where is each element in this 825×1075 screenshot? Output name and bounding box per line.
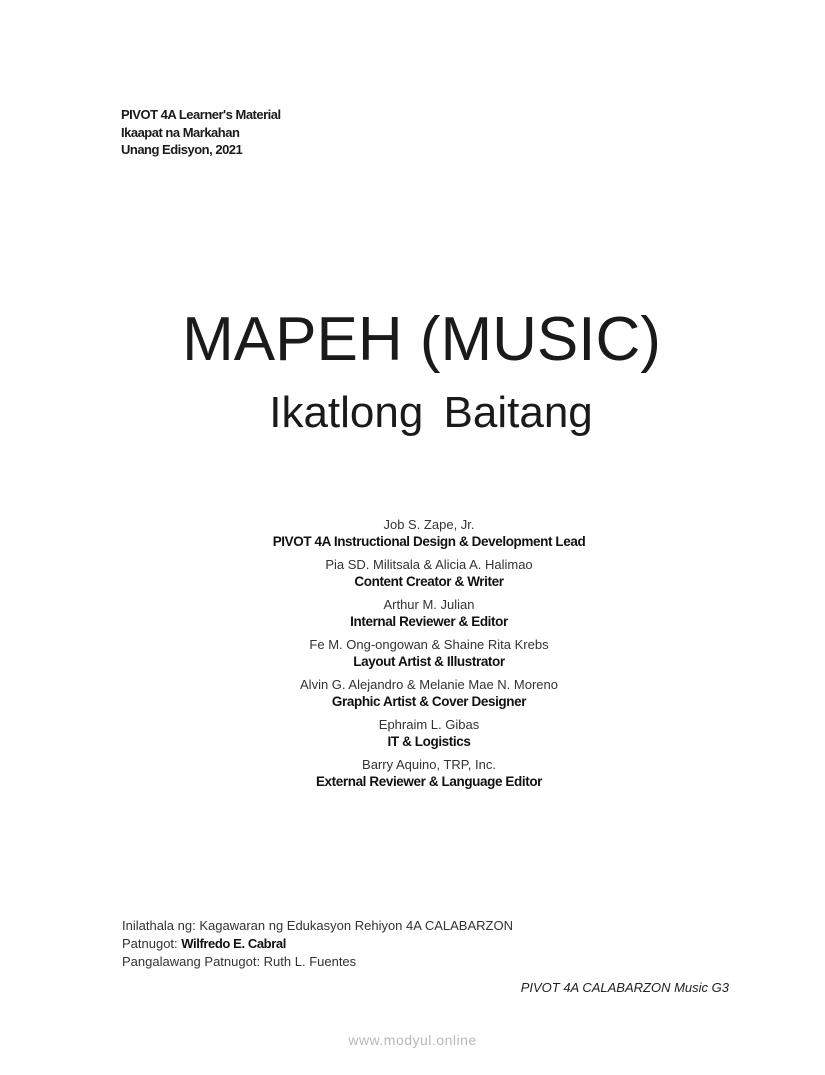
- credit-role: Layout Artist & Illustrator: [353, 654, 505, 669]
- watermark: www.modyul.online: [348, 1032, 477, 1048]
- credit-entry: [0, 596, 825, 630]
- credit-role: Graphic Artist & Cover Designer: [331, 694, 527, 709]
- editor-line: [122, 935, 513, 953]
- credit-entry: [0, 676, 825, 710]
- credit-name: Job S. Zape, Jr.: [383, 517, 475, 532]
- credit-name: Alvin G. Alejandro & Melanie Mae N. Moreno: [300, 677, 558, 692]
- material-label: PIVOT 4A Learner's Material: [121, 107, 281, 122]
- quarter-label: Ikaapat na Markahan: [121, 124, 240, 140]
- credit-role: IT & Logistics: [387, 734, 471, 749]
- edition-info: [121, 106, 281, 159]
- credit-name: Arthur M. Julian: [383, 597, 475, 612]
- credit-entry: [0, 756, 825, 790]
- editor-name: Wilfredo E. Cabral: [181, 936, 286, 951]
- page-title: MAPEH (MUSIC): [182, 305, 661, 374]
- credit-entry: [0, 556, 825, 590]
- published-by: Inilathala ng: Kagawaran ng Edukasyon Rehiyon 4A CALABARZON: [122, 918, 513, 933]
- credit-name: Barry Aquino, TRP, Inc.: [362, 757, 496, 772]
- credit-role: PIVOT 4A Instructional Design & Development Lead: [272, 534, 586, 549]
- credit-role: Internal Reviewer & Editor: [350, 614, 508, 629]
- credit-entry: [0, 636, 825, 670]
- credits-list: [0, 516, 825, 796]
- credit-role: External Reviewer & Language Editor: [315, 774, 543, 789]
- credit-entry: [0, 716, 825, 750]
- credit-name: Pia SD. Militsala & Alicia A. Halimao: [325, 557, 533, 572]
- credit-name: Ephraim L. Gibas: [378, 717, 480, 732]
- credit-entry: [0, 516, 825, 550]
- credit-name: Fe M. Ong-ongowan & Shaine Rita Krebs: [309, 637, 549, 652]
- grade-subtitle: Ikatlong Baitang: [269, 388, 593, 437]
- series-label: PIVOT 4A CALABARZON Music G3: [520, 980, 729, 995]
- editor-label: Patnugot:: [122, 936, 182, 951]
- edition-label: Unang Edisyon, 2021: [121, 142, 243, 157]
- credit-role: Content Creator & Writer: [354, 574, 504, 589]
- publisher-info: [122, 917, 513, 971]
- assistant-editor: Pangalawang Patnugot: Ruth L. Fuentes: [122, 954, 357, 969]
